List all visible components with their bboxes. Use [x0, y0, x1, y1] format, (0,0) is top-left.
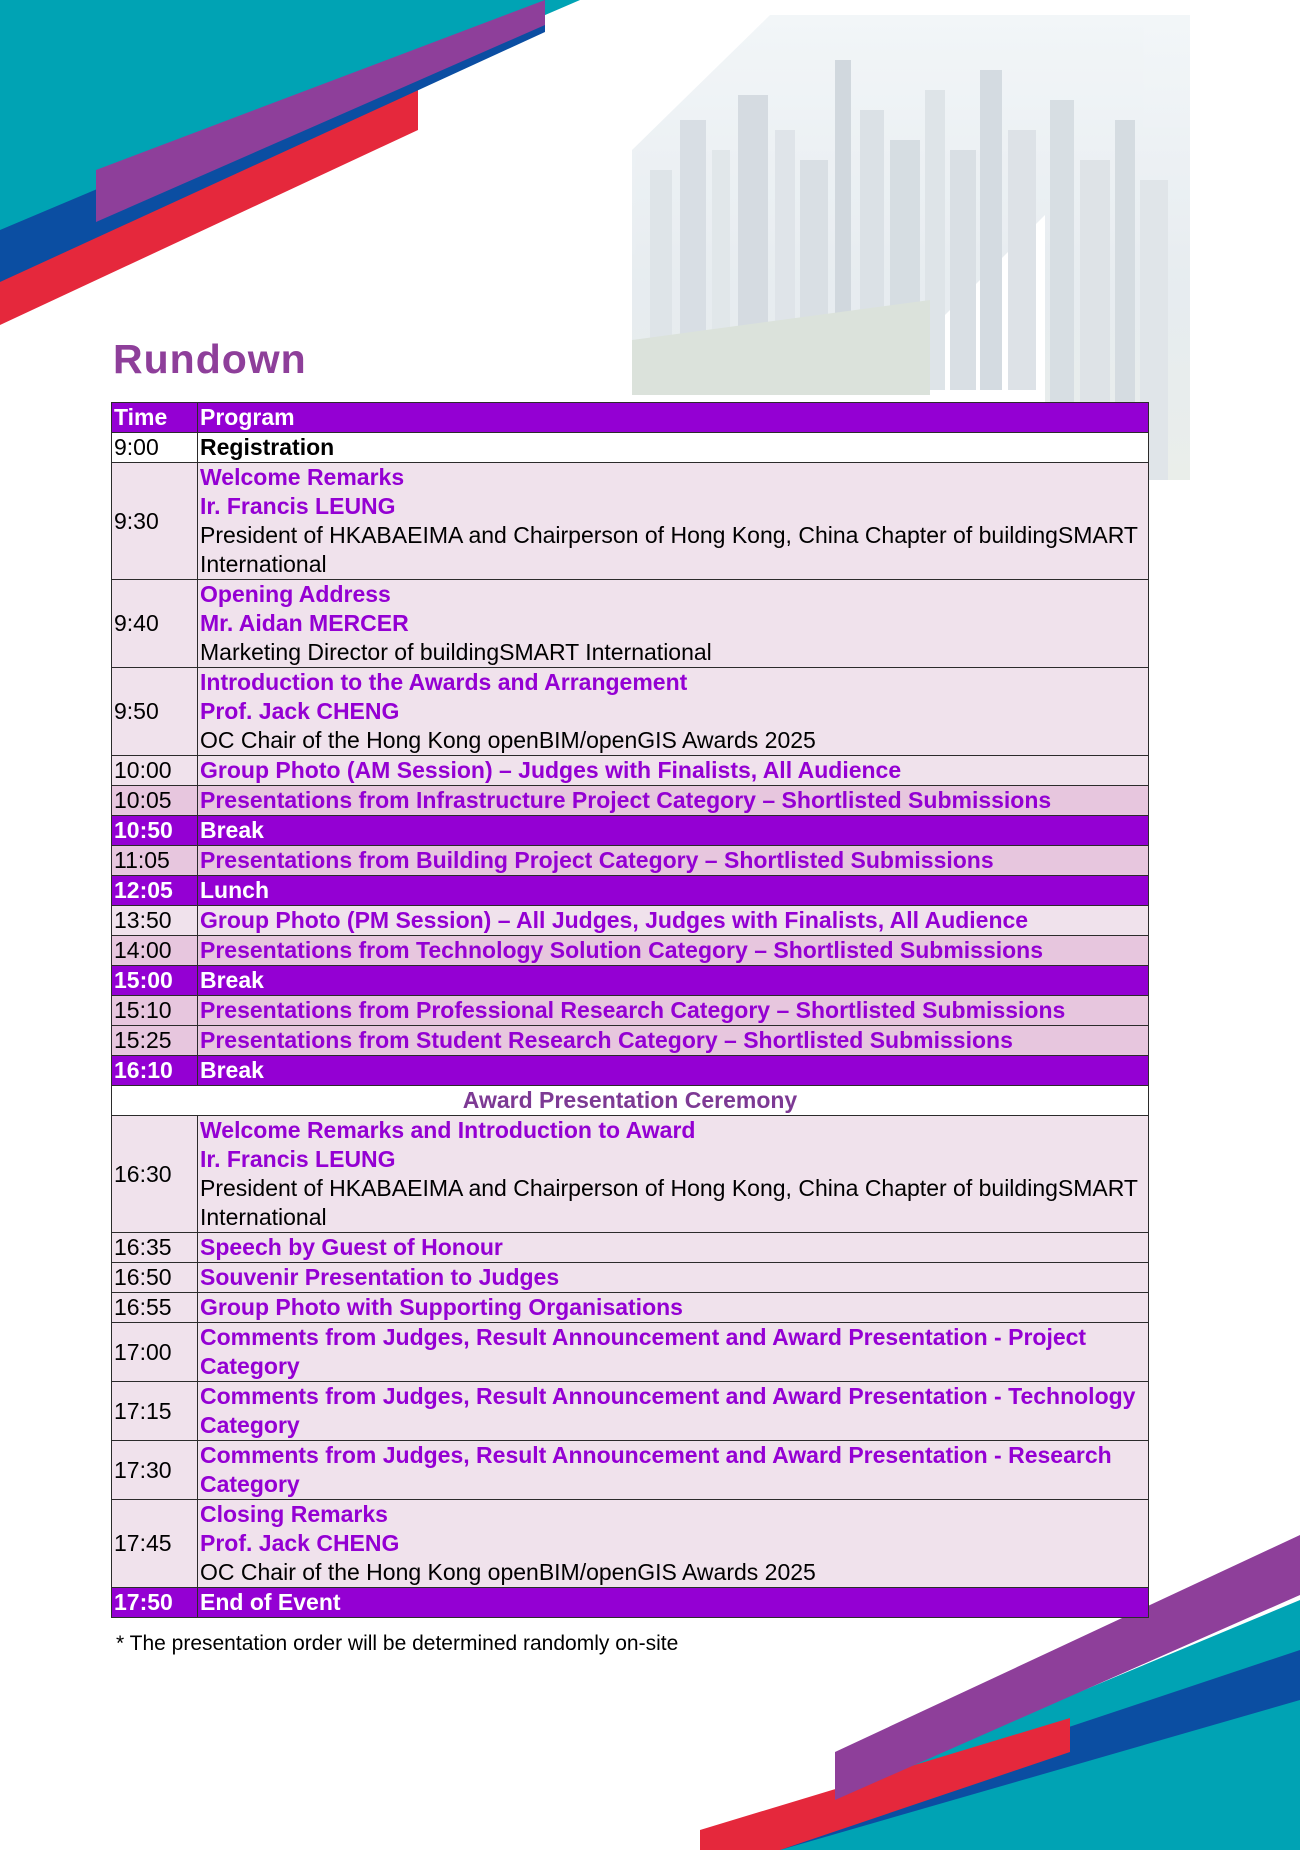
table-row — [112, 463, 1149, 580]
program-detail: OC Chair of the Hong Kong openBIM/openGIS Awards 2025 — [200, 1559, 816, 1585]
table-row — [112, 786, 1149, 816]
table-row — [112, 1500, 1149, 1588]
row-program — [198, 786, 1149, 816]
row-program — [198, 1500, 1149, 1588]
row-time: 16:10 — [112, 1056, 198, 1086]
row-time: 12:05 — [112, 876, 198, 906]
row-program — [198, 1026, 1149, 1056]
table-row — [112, 668, 1149, 756]
rundown-section — [111, 330, 1149, 1656]
program-item: Prof. Jack CHENG — [200, 698, 400, 724]
rundown-table — [111, 402, 1149, 1618]
row-time: 9:40 — [112, 580, 198, 668]
program-item: Speech by Guest of Honour — [200, 1234, 503, 1260]
row-time: 17:30 — [112, 1441, 198, 1500]
program-item: Presentations from Professional Research Category – Shortlisted Submissions — [200, 997, 1066, 1023]
program-item: Comments from Judges, Result Announcement and Award Presentation - Research Category — [200, 1442, 1112, 1497]
row-program — [198, 433, 1149, 463]
table-row — [112, 846, 1149, 876]
program-detail: President of HKABAEIMA and Chairperson of Hong Kong, China Chapter of buildingSMART International — [200, 522, 1138, 577]
program-item: Ir. Francis LEUNG — [200, 1146, 396, 1172]
row-time: 9:00 — [112, 433, 198, 463]
table-row — [112, 756, 1149, 786]
program-item: Comments from Judges, Result Announcement and Award Presentation - Project Category — [200, 1324, 1087, 1379]
program-item: Presentations from Infrastructure Project Category – Shortlisted Submissions — [200, 787, 1052, 813]
program-detail: President of HKABAEIMA and Chairperson of Hong Kong, China Chapter of buildingSMART International — [200, 1175, 1138, 1230]
program-item: Closing Remarks — [200, 1501, 388, 1527]
table-row — [112, 1323, 1149, 1382]
row-program — [198, 816, 1149, 846]
table-row — [112, 816, 1149, 846]
program-detail: Marketing Director of buildingSMART International — [200, 639, 712, 665]
table-row — [112, 580, 1149, 668]
program-item: Break — [200, 1057, 264, 1083]
table-row — [112, 966, 1149, 996]
program-item: Welcome Remarks and Introduction to Award — [200, 1117, 696, 1143]
row-program — [198, 876, 1149, 906]
table-row — [112, 906, 1149, 936]
program-item: Group Photo (AM Session) – Judges with Finalists, All Audience — [200, 757, 902, 783]
row-time: 16:35 — [112, 1233, 198, 1263]
table-row — [112, 1293, 1149, 1323]
table-row — [112, 1441, 1149, 1500]
header-program: Program — [198, 403, 1149, 433]
row-program — [198, 1382, 1149, 1441]
program-detail: OC Chair of the Hong Kong openBIM/openGIS Awards 2025 — [200, 727, 816, 753]
row-program — [198, 1588, 1149, 1618]
row-program — [198, 1263, 1149, 1293]
header-time: Time — [112, 403, 198, 433]
program-item: End of Event — [200, 1589, 341, 1615]
program-item: Prof. Jack CHENG — [200, 1530, 400, 1556]
table-row — [112, 1026, 1149, 1056]
program-item: Comments from Judges, Result Announcement and Award Presentation - Technology Category — [200, 1383, 1136, 1438]
table-row — [112, 1588, 1149, 1618]
table-row — [112, 433, 1149, 463]
row-program — [198, 966, 1149, 996]
program-item: Ir. Francis LEUNG — [200, 493, 396, 519]
program-item: Group Photo with Supporting Organisations — [200, 1294, 683, 1320]
program-item: Presentations from Building Project Category – Shortlisted Submissions — [200, 847, 994, 873]
row-program — [198, 906, 1149, 936]
row-program — [198, 1056, 1149, 1086]
table-row — [112, 1263, 1149, 1293]
row-time: 9:30 — [112, 463, 198, 580]
table-row — [112, 996, 1149, 1026]
row-time: 10:00 — [112, 756, 198, 786]
row-time: 10:50 — [112, 816, 198, 846]
table-row — [112, 1116, 1149, 1233]
row-program — [198, 936, 1149, 966]
program-item: Group Photo (PM Session) – All Judges, Judges with Finalists, All Audience — [200, 907, 1029, 933]
row-time: 11:05 — [112, 846, 198, 876]
program-item: Opening Address — [200, 581, 391, 607]
footnote: * The presentation order will be determined randomly on-site — [116, 1632, 679, 1655]
row-time: 17:00 — [112, 1323, 198, 1382]
row-program — [198, 1233, 1149, 1263]
row-program — [198, 846, 1149, 876]
row-time: 10:05 — [112, 786, 198, 816]
program-item: Lunch — [200, 877, 269, 903]
section-heading: Award Presentation Ceremony — [112, 1086, 1149, 1116]
row-program — [198, 1116, 1149, 1233]
row-time: 9:50 — [112, 668, 198, 756]
table-header-row — [112, 403, 1149, 433]
row-time: 14:00 — [112, 936, 198, 966]
row-time: 17:15 — [112, 1382, 198, 1441]
row-program — [198, 668, 1149, 756]
row-time: 16:50 — [112, 1263, 198, 1293]
row-time: 17:45 — [112, 1500, 198, 1588]
row-program — [198, 580, 1149, 668]
row-program — [198, 996, 1149, 1026]
row-time: 15:00 — [112, 966, 198, 996]
row-time: 17:50 — [112, 1588, 198, 1618]
row-program — [198, 463, 1149, 580]
program-item: Presentations from Student Research Category – Shortlisted Submissions — [200, 1027, 1013, 1053]
row-time: 15:10 — [112, 996, 198, 1026]
row-time: 13:50 — [112, 906, 198, 936]
row-time: 16:55 — [112, 1293, 198, 1323]
program-item: Mr. Aidan MERCER — [200, 610, 409, 636]
row-time: 15:25 — [112, 1026, 198, 1056]
program-item: Presentations from Technology Solution Category – Shortlisted Submissions — [200, 937, 1044, 963]
table-row — [112, 1233, 1149, 1263]
row-program — [198, 1293, 1149, 1323]
table-row — [112, 1056, 1149, 1086]
program-item: Break — [200, 817, 264, 843]
table-row — [112, 876, 1149, 906]
row-program — [198, 1441, 1149, 1500]
table-row — [112, 1382, 1149, 1441]
row-program — [198, 756, 1149, 786]
program-item: Souvenir Presentation to Judges — [200, 1264, 560, 1290]
program-item: Registration — [200, 434, 335, 460]
program-item: Break — [200, 967, 264, 993]
table-row — [112, 1086, 1149, 1116]
row-program — [198, 1323, 1149, 1382]
program-item: Introduction to the Awards and Arrangement — [200, 669, 688, 695]
table-row — [112, 936, 1149, 966]
program-item: Welcome Remarks — [200, 464, 405, 490]
row-time: 16:30 — [112, 1116, 198, 1233]
page-title: Rundown — [113, 336, 307, 382]
